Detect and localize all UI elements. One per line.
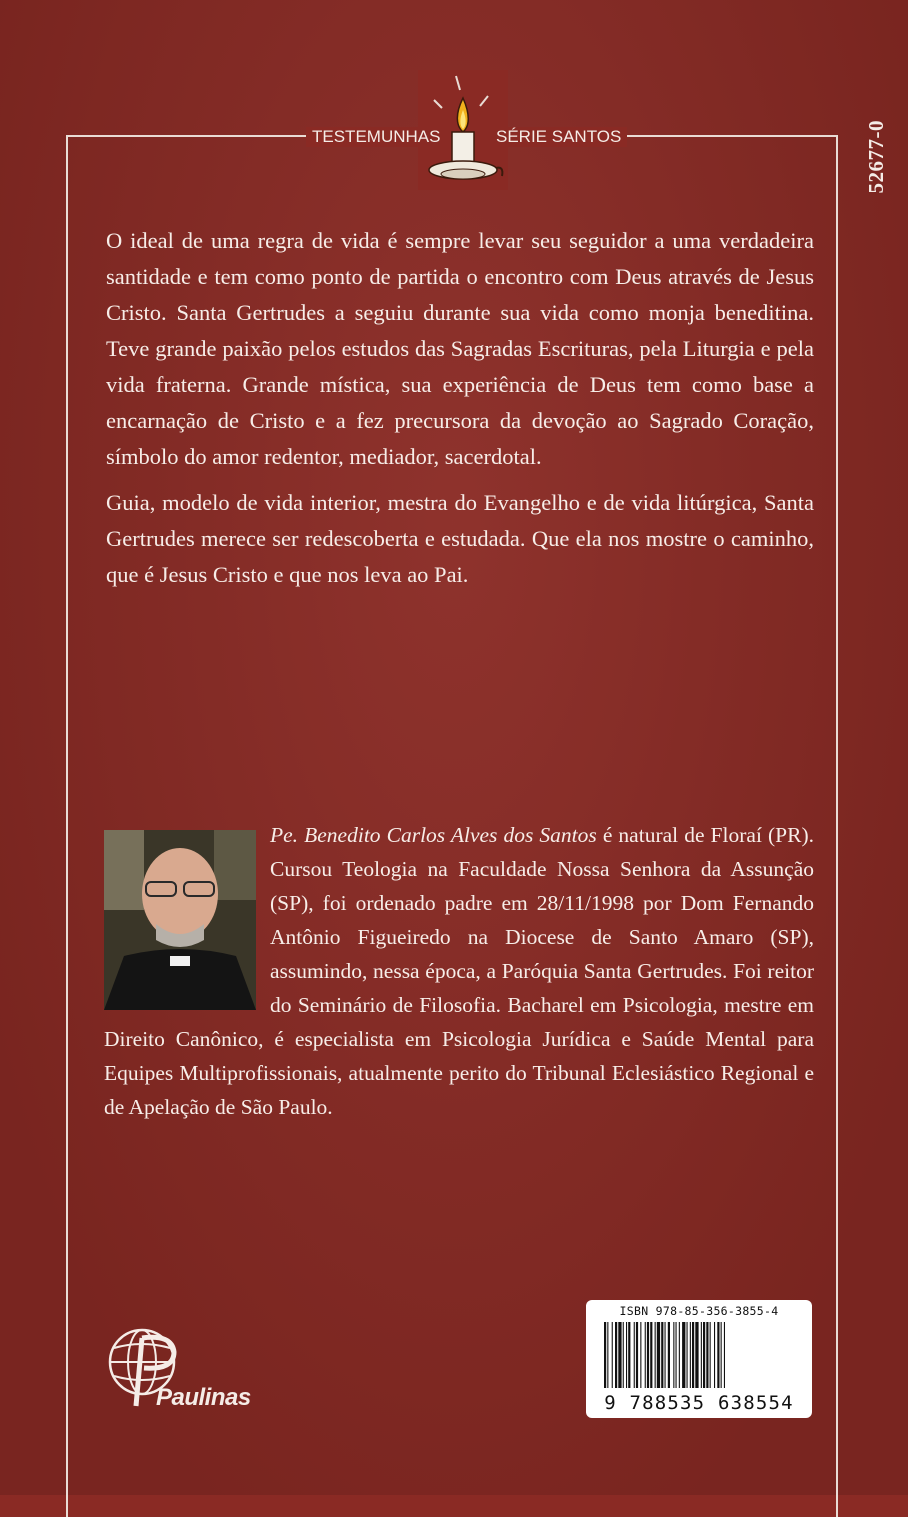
barcode-bar xyxy=(701,1322,702,1388)
barcode-bar xyxy=(673,1322,674,1388)
synopsis xyxy=(106,223,814,603)
barcode-bar xyxy=(650,1322,652,1388)
barcode-bar xyxy=(714,1322,715,1388)
barcode-bar xyxy=(612,1322,613,1388)
barcode-bar xyxy=(724,1322,725,1388)
barcode-bar xyxy=(703,1322,705,1388)
isbn-barcode-label xyxy=(586,1300,812,1418)
synopsis-paragraph-1: O ideal de uma regra de vida é sempre levar seu seguidor a uma verdadeira santidade e tem como ponto de partida o encontro com Deus através de Jesus Cristo. Santa Gertrudes a seguiu durante sua vida como monja beneditina. Teve grande paixão pelos estudos das Sagradas Escrituras, pela Liturgia e pela vida fraterna. Grande mística, sua experiência de Deus tem como base a encarnação de Cristo e a fez precursora da devoção ao Sagrado Coração, símbolo do amor redentor, mediador, sacerdotal. xyxy=(106,228,814,469)
barcode-bar xyxy=(623,1322,624,1388)
author-name: Pe. Benedito Carlos Alves dos Santos xyxy=(270,823,597,847)
barcode-bar xyxy=(634,1322,635,1388)
barcode-bar xyxy=(640,1322,641,1388)
barcode-bar xyxy=(645,1322,646,1388)
barcode-bar xyxy=(636,1322,638,1388)
barcode-bar xyxy=(695,1322,698,1388)
barcode-bar xyxy=(668,1322,670,1388)
series-label-right: SÉRIE SANTOS xyxy=(490,127,627,147)
barcode-bar xyxy=(676,1322,677,1388)
isbn-label: ISBN 978-85-356-3855-4 xyxy=(619,1304,779,1318)
publisher-name: Paulinas xyxy=(156,1384,251,1411)
barcode-bar xyxy=(717,1322,719,1388)
barcode-bar xyxy=(692,1322,694,1388)
synopsis-paragraph-2: Guia, modelo de vida interior, mestra do Evangelho e de vida litúrgica, Santa Gertrudes merece ser redescoberta e estudada. Que ela nos mostre o caminho, que é Jesus Cristo e que nos leva ao Pai. xyxy=(106,490,814,587)
barcode-bar xyxy=(626,1322,627,1388)
barcode-bar xyxy=(647,1322,649,1388)
barcode-bar xyxy=(618,1322,621,1388)
author-bio-text: é natural de Floraí (PR). Cursou Teologia na Faculdade Nossa Senhora da Assunção (SP), foi ordenado padre em 28/11/1998 por Dom Fernando Antônio Figueiredo na Diocese de Santo Amaro (SP), assumindo, nessa época, a Paróquia Santa Gertrudes. Foi reitor do Seminário de Filosofia. Bacharel em Psicologia, mestre em Direito Canônico, é especialista em Psicologia Jurídica e Saúde Mental para Equipes Multiprofissionais, atualmente perito do Tribunal Eclesiástico Regional e de Apelação de São Paulo. xyxy=(104,823,814,1119)
barcode-bar xyxy=(607,1322,608,1388)
isbn-digits: 9 788535 638554 xyxy=(604,1392,794,1414)
barcode xyxy=(602,1322,796,1392)
series-label-left: TESTEMUNHAS xyxy=(306,127,446,147)
barcode-bar xyxy=(655,1322,656,1388)
author-photo xyxy=(104,830,256,1010)
barcode-bar xyxy=(604,1322,606,1388)
barcode-bar xyxy=(710,1322,711,1388)
barcode-bar xyxy=(615,1322,617,1388)
barcode-bar xyxy=(682,1322,685,1388)
barcode-bar xyxy=(687,1322,688,1388)
barcode-bar xyxy=(721,1322,722,1388)
barcode-bar xyxy=(706,1322,708,1388)
barcode-bar xyxy=(679,1322,680,1388)
author-bio xyxy=(104,818,814,1124)
barcode-bar xyxy=(690,1322,691,1388)
barcode-bar xyxy=(628,1322,630,1388)
barcode-bar xyxy=(657,1322,660,1388)
barcode-bar xyxy=(665,1322,666,1388)
barcode-bar xyxy=(661,1322,663,1388)
catalog-code: 52677-0 xyxy=(864,120,888,194)
